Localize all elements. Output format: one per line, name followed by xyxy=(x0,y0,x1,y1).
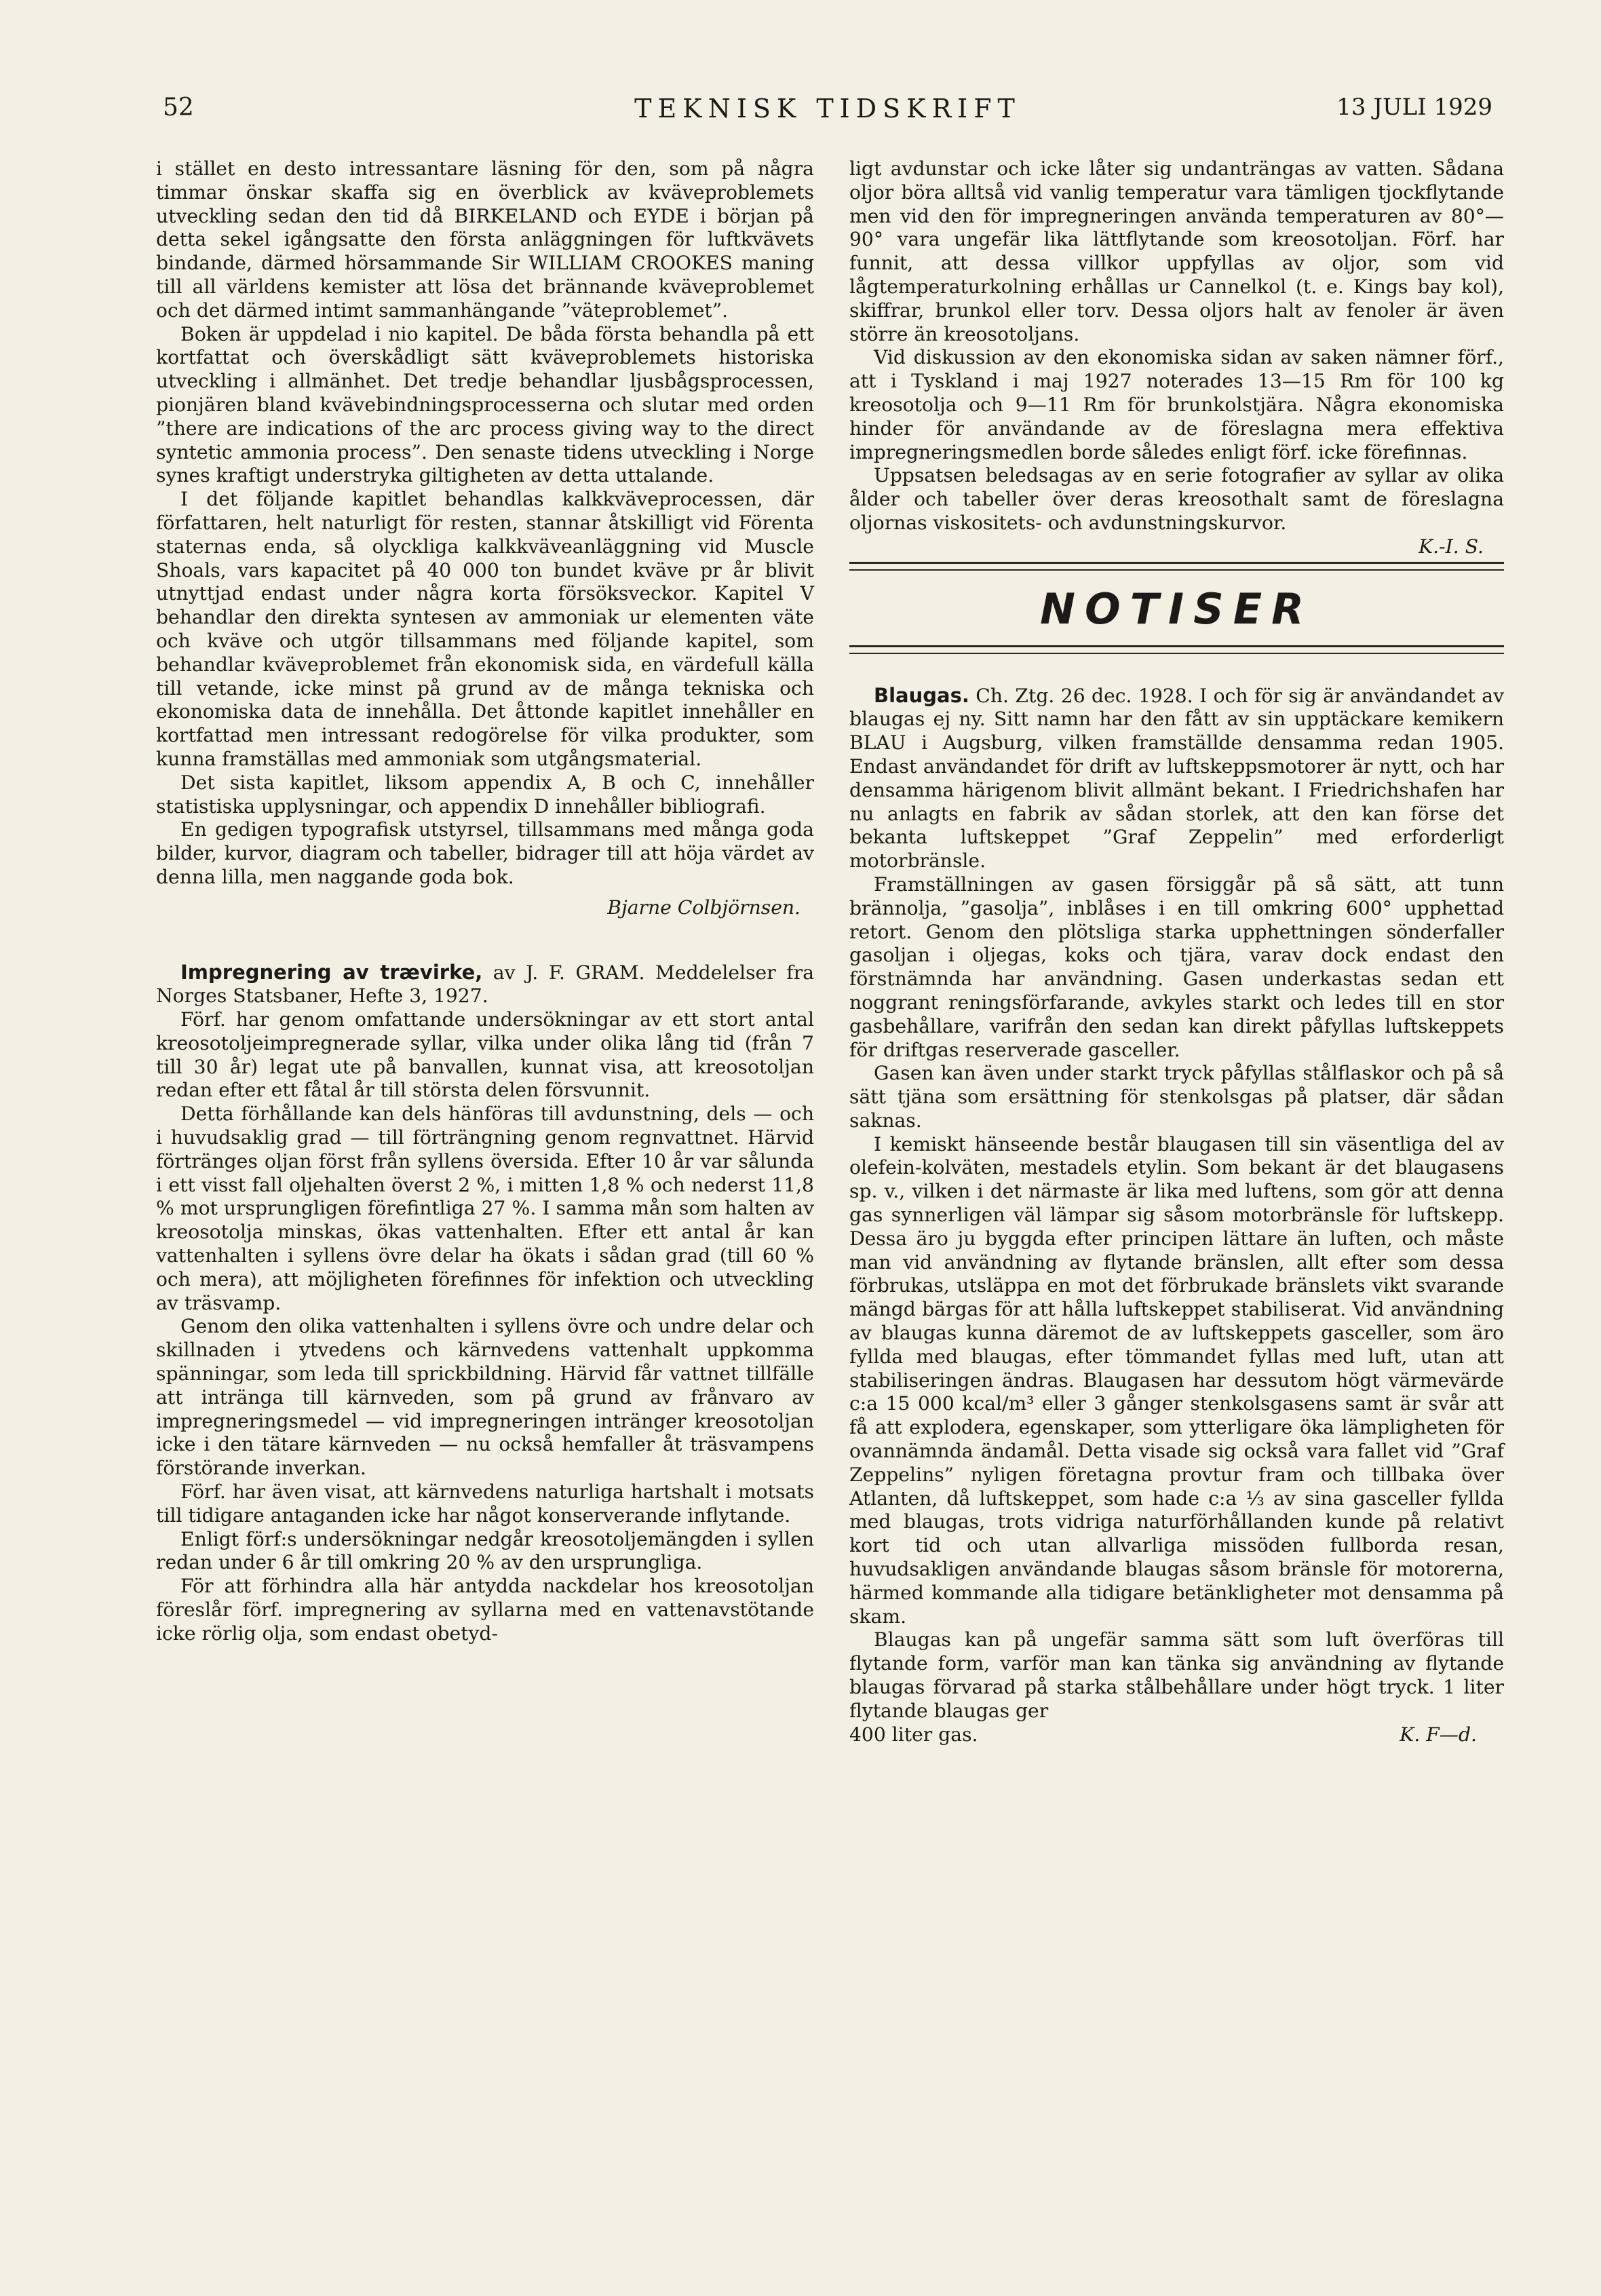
notice-paragraph: I kemiskt hänseende består blaugasen till sin väsentliga del av olefein-kolväten, mestadels etylin. Som bekant är det blaugasens sp. v., vilken i det närmaste är lika med luftens, som gör att denna gas synnerligen väl lämpar sig såsom motorbränsle för luftskepp. Dessa äro ju byggda efter principen lättare än luften, och måste man vid användning av flytande bränslen, allt efter som dessa förbrukas, utsläppa en mot det förbrukade bränslets vikt svarande mängd bärgas för att hålla luftskeppet stabiliserat. Vid användning av blaugas kunna däremot de av luftskeppets gasceller, som äro fyllda med blaugas, efter tömmandet fyllas med luft, utan att stabiliseringen ändras. Blaugasen har dessutom högt värmevärde c:a 15 000 kcal/m³ eller 3 gånger stenkolsgasens samt är svår att få att explodera, egenskaper, som ytterligare öka lämpligheten för ovannämnda ändamål. Detta visade sig också vara fallet vid ”Graf Zeppelins” nyligen företagna provtur fram och tillbaka över Atlanten, då luftskeppet, som hade c:a ⅓ av sina gasceller fyllda med blaugas, trots vidriga naturförhållanden kunde på relativt kort tid och utan allvarliga missöden fullborda resan, huvudsakligen användande blaugas såsom bränsle för motorerna, härmed kommande alla tidigare betänkligheter mot densamma på skam. xyxy=(849,1132,1504,1628)
review2-continuation: Vid diskussion av den ekonomiska sidan av saken nämner förf., att i Tyskland i maj 1927 noterades 13—15 Rm för 100 kg kreosotolja och 9—11 Rm för brunkolstjära. Några ekonomiska hinder för användande av de föreslagna mera effektiva impregneringsmedlen borde således enligt förf. icke förefinnas. xyxy=(849,346,1504,463)
review2-last-paragraph: Uppsatsen beledsagas av en serie fotografier av syllar av olika ålder och tabeller över deras kreosothalt samt de föreslagna oljornas viskositets- och avdunstningskurvor. xyxy=(849,464,1504,534)
page-header xyxy=(163,94,1492,134)
review2-paragraph: Genom den olika vattenhalten i syllens övre och undre delar och skillnaden i ytvedens och kärnvedens vattenhalt uppkomma spänningar, som leda till sprickbildning. Härvid får vattnet tillfälle att intränga till kärnveden, som på grund av frånvaro av impregneringsmedel — vid impregneringen intränger kreosotoljan icke i den tätare kärnveden — nu också hemfaller åt träsvampens förstörande inverkan. xyxy=(156,1315,814,1480)
review2-continuation: ligt avdunstar och icke låter sig undanträngas av vatten. Sådana oljor böra alltså vid vanlig temperatur vara tämligen tjockflytande men vid den för impregneringen använda temperaturen av 80°—90° vara ungefär lika lättflytande som kreosotoljan. Förf. har funnit, att dessa villkor uppfyllas av oljor, som vid lågtemperaturkolning erhållas ur Cannelkol (t. e. Kings bay kol), skiffrar, brunkol eller torv. Dessa oljors halt av fenoler är även större än kreosotoljans. xyxy=(849,157,1504,345)
notice-title: Blaugas. xyxy=(874,683,969,707)
notice-signature: K. F—d. xyxy=(1400,1723,1477,1746)
notice-intro xyxy=(849,684,1504,873)
section-rule-bottom xyxy=(849,645,1504,647)
notice-intro-text: Ch. Ztg. 26 dec. 1928. I och för sig är användandet av blaugas ej ny. Sitt namn har den fått av sin upptäckare kemikern BLAU i Augsburg, vilken framställde densamma redan 1905. Endast användandet för drift av luftskeppsmotorer är nytt, och har densamma härigenom blivit allmänt bekant. I Friedrichshafen har nu anlagts en fabrik av sådan storlek, att den kan förse det bekanta luftskeppet ”Graf Zeppelin” med erforderligt motorbränsle. xyxy=(849,684,1504,873)
notice-last-paragraph: Blaugas kan på ungefär samma sätt som luft överföras till flytande form, varför man kan tänka sig användning av flytande blaugas förvarad på starka stålbehållare under högt tryck. 1 liter flytande blaugas ger xyxy=(849,1628,1504,1722)
notice-closing-line xyxy=(849,1723,1504,1747)
notice-paragraph: Framställningen av gasen försiggår på så sätt, att tunn brännolja, ”gasolja”, inblåses i en till omkring 600° upphettad retort. Genom den plötsliga starka upphettningen sönderfaller gasoljan i oljegas, koks och tjära, varav dock endast den förstnämnda har användning. Gasen underkastas sedan ett noggrant reningsförfarande, avkyles starkt och ledes till en stor gasbehållare, varifrån den sedan kan direkt påfyllas luftskeppets för driftgas reserverade gasceller. xyxy=(849,873,1504,1061)
review2-paragraph: Detta förhållande kan dels hänföras till avdunstning, dels — och i huvudsaklig grad — till förträngning genom regnvattnet. Härvid förtränges oljan först från syllens översida. Efter 10 år var sålunda i ett visst fall oljehalten överst 2 %, i mitten 1,8 % och nederst 11,8 % mot ursprungligen förefintliga 27 %. I samma mån som halten av kreosotolja minskas, ökas vattenhalten. Efter ett antal år kan vattenhalten i syllens övre delar ha ökats i sådan grad (till 60 % och mera), att möjligheten förefinnes för infektion och utveckling av träsvamp. xyxy=(156,1103,814,1314)
review2-paragraph: Enligt förf:s undersökningar nedgår kreosotoljemängden i syllen redan under 6 år till omkring 20 % av den ursprungliga. xyxy=(156,1527,814,1574)
journal-title: TEKNISK TIDSKRIFT xyxy=(634,94,1021,123)
notice-paragraph: Gasen kan även under starkt tryck påfyllas stålflaskor och på så sätt tjäna som ersättning för stenkolsgas på platser, där sådan saknas. xyxy=(849,1062,1504,1132)
section-heading: NOTISER xyxy=(1040,583,1313,634)
review1-paragraph: Det sista kapitlet, liksom appendix A, B och C, innehåller statistiska upplysningar, och appendix D innehåller bibliografi. xyxy=(156,771,814,818)
right-column xyxy=(849,157,1504,1746)
review2-paragraph: För att förhindra alla här antydda nackdelar hos kreosotoljan föreslår förf. impregnering av syllarna med en vattenavstötande icke rörlig olja, som endast obetyd- xyxy=(156,1575,814,1645)
review2-paragraph: Förf. har genom omfattande undersökningar av ett stort antal kreosotoljeimpregnerade syllar, vilka under olika lång tid (från 7 till 30 år) legat ute på banvallen, kunnat visa, att kreosotoljan redan efter ett fåtal år till största delen försvunnit. xyxy=(156,1008,814,1102)
left-column xyxy=(156,157,814,1646)
section-rule-bottom-2 xyxy=(849,653,1504,654)
section-rule-top-2 xyxy=(849,569,1504,571)
review2-intro xyxy=(156,961,814,1009)
review2-byline: av J. F. GRAM. Meddelelser fra Norges Statsbaner, Hefte 3, 1927. xyxy=(156,961,815,1008)
review2-paragraph: Förf. har även visat, att kärnvedens naturliga hartshalt i motsats till tidigare antaganden icke har något konserverande inflytande. xyxy=(156,1480,814,1527)
review1-paragraph: Boken är uppdelad i nio kapitel. De båda första behandla på ett kortfattat och överskådligt sätt kväveproblemets historiska utveckling i allmänhet. Det tredje behandlar ljusbågsprocessen, pionjären bland kvävebindningsprocesserna och slutar med orden ”there are indications of the arc process giving way to the direct syntetic ammonia process”. Den senaste tidens utveckling i Norge synes kraftigt understryka giltigheten av detta uttalande. xyxy=(156,322,814,487)
review2-title: Impregnering av trævirke, xyxy=(180,960,483,984)
review1-paragraph: En gedigen typografisk utstyrsel, tillsammans med många goda bilder, kurvor, diagram och tabeller, bidrager till att höja värdet av denna lilla, men naggande goda bok. xyxy=(156,818,814,888)
review2-signature: K.-I. S. xyxy=(1419,535,1484,558)
page-number: 52 xyxy=(163,94,194,121)
review1-paragraph: i stället en desto intressantare läsning för den, som på några timmar önskar skaffa sig en överblick av kväveproblemets utveckling sedan den tid då BIRKELAND och EYDE i början på detta sekel igångsatte den första anläggningen för luftkvävets bindande, därmed hörsammande Sir WILLIAM CROOKES maning till all världens kemister att lösa det brännande kväveproblemet och det därmed intimt sammanhängande ”väteproblemet”. xyxy=(156,157,814,322)
review1-signature: Bjarne Colbjörnsen. xyxy=(607,896,800,919)
issue-date: 13 JULI 1929 xyxy=(1336,94,1492,121)
section-rule-top xyxy=(849,562,1504,564)
review1-paragraph: I det följande kapitlet behandlas kalkkväveprocessen, där författaren, helt naturligt för resten, stannar åtskilligt vid Förenta staternas enda, så olyckliga kalkkväveanläggning vid Muscle Shoals, vars kapacitet på 40 000 ton bundet kväve pr år blivit utnyttjad endast under några korta försöksveckor. Kapitel V behandlar den direkta syntesen av ammoniak ur elementen väte och kväve och utgör tillsammans med följande kapitel, som behandlar kväveproblemet från ekonomisk sida, en värdefull källa till vetande, icke minst på grund av de många tekniska och ekonomiska data de innehålla. Det åttonde kapitlet innehåller en kortfattad men intressant redogörelse för vilka produkter, som kunna framställas med ammoniak som utgångsmaterial. xyxy=(156,488,814,770)
notice-last-line: 400 liter gas. xyxy=(849,1723,978,1746)
